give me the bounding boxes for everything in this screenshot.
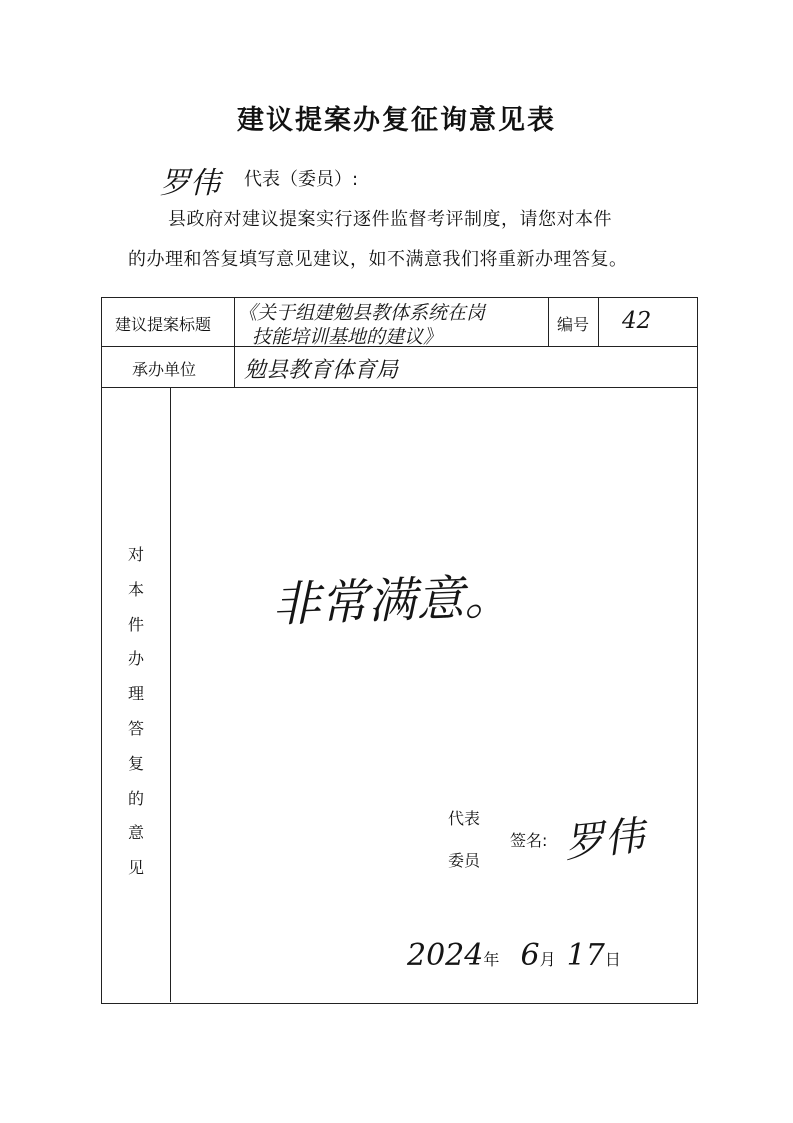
addressee-name-handwritten: 罗伟 xyxy=(160,166,220,201)
opinion-label-char: 意 xyxy=(127,823,144,843)
handling-unit-value: 勉县教育体育局 xyxy=(244,358,399,383)
committee-member-label: 委员 xyxy=(448,851,481,870)
opinion-table xyxy=(101,297,698,1004)
proposal-title-value-line1: 《关于组建勉县教体系统在岗 xyxy=(238,302,486,324)
opinion-label-char: 答 xyxy=(127,718,144,738)
number-value: 42 xyxy=(622,308,652,334)
opinion-vertical-label xyxy=(102,538,170,886)
opinion-label-char: 的 xyxy=(127,788,144,808)
opinion-label-char: 对 xyxy=(127,545,144,564)
addressee-suffix: 代表（委员）: xyxy=(244,169,359,190)
handling-unit-label: 承办单位 xyxy=(132,360,197,379)
signature-label: 签名: xyxy=(510,831,548,850)
opinion-label-char: 复 xyxy=(127,753,144,773)
opinion-label-char: 理 xyxy=(127,684,144,704)
number-label: 编号 xyxy=(557,315,590,334)
intro-paragraph-line1: 县政府对建议提案实行逐件监督考评制度，请您对本件 xyxy=(168,209,612,230)
form-title: 建议提案办复征询意见表 xyxy=(237,105,556,136)
proposal-title-label: 建议提案标题 xyxy=(115,315,212,334)
date-day: 17 xyxy=(566,938,605,973)
date-year: 2024 xyxy=(407,938,484,973)
proposal-title-value-line2: 技能培训基地的建议》 xyxy=(252,326,443,348)
opinion-label-char: 见 xyxy=(127,858,144,878)
opinion-label-char: 办 xyxy=(127,649,144,669)
date-year-unit: 年 xyxy=(483,950,500,969)
date-month: 6 xyxy=(520,938,540,973)
opinion-label-char: 件 xyxy=(127,614,144,634)
date-day-unit: 日 xyxy=(604,950,621,969)
table-row-divider xyxy=(102,387,697,388)
date-month-unit: 月 xyxy=(539,950,556,969)
opinion-label-char: 本 xyxy=(127,579,144,599)
signature-handwritten: 罗伟 xyxy=(562,812,647,868)
table-column-divider xyxy=(548,298,549,346)
table-column-divider xyxy=(170,387,171,1002)
table-column-divider xyxy=(234,298,235,387)
date-line xyxy=(407,938,621,973)
opinion-value-handwritten: 非常满意。 xyxy=(271,568,514,634)
table-column-divider xyxy=(598,298,599,346)
intro-paragraph-line2: 的办理和答复填写意见建议，如不满意我们将重新办理答复。 xyxy=(128,249,628,270)
representative-label: 代表 xyxy=(448,809,481,828)
